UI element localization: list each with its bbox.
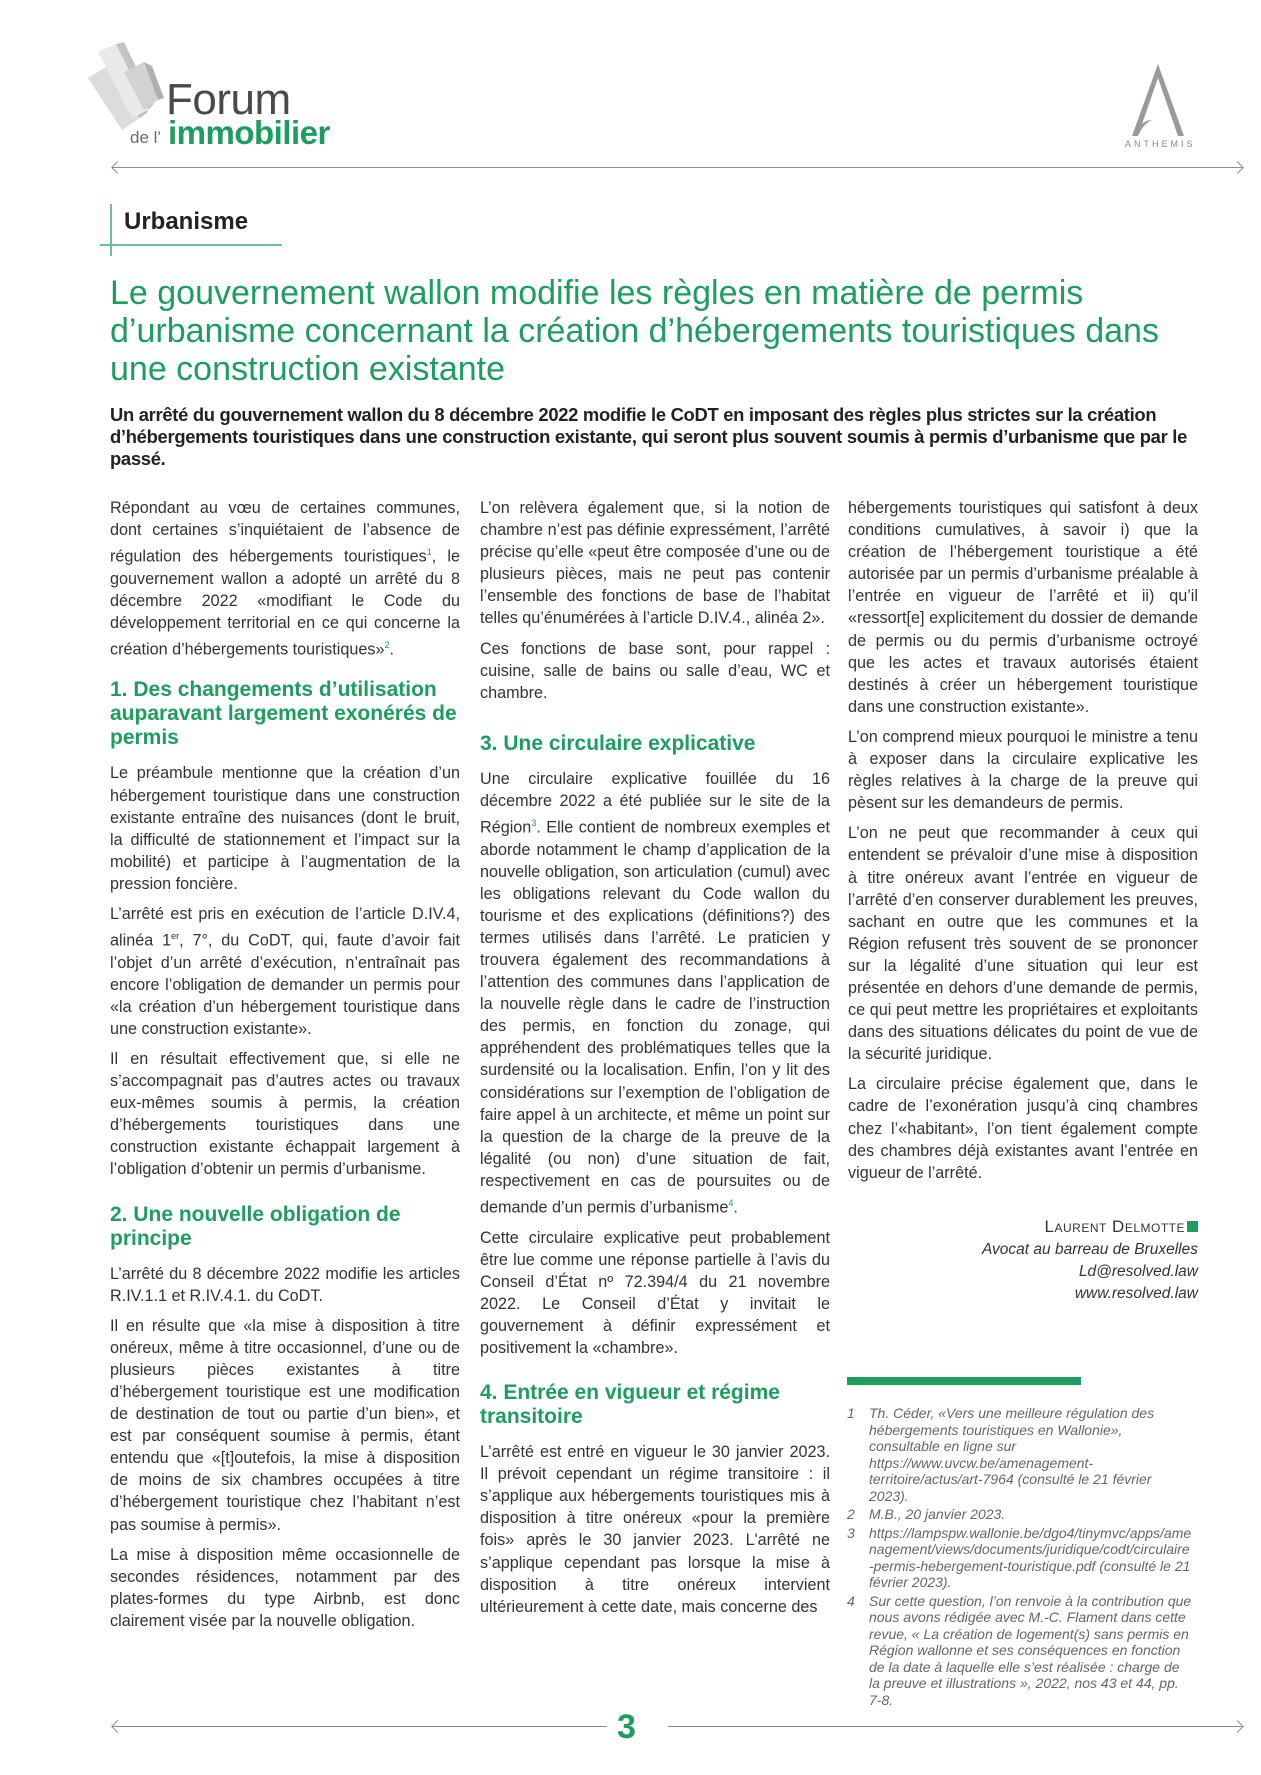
section-heading-2: 2. Une nouvelle obligation de principe [110,1202,401,1250]
footnote-ref[interactable]: 2 [384,639,390,650]
page-number: 3 [617,1708,636,1746]
article-title: Le gouvernement wallon modifie les règles en matière de permis d’urbanisme concernant la création d’hébergements touristiques dans une construction existante [110,274,1159,388]
arrow-right-icon [1231,1720,1244,1733]
paragraph: La circulaire précise également que, dans le cadre de l’exonération jusqu’à cinq chambres chez l’«habitant», l’on tient également compte des chambres déjà existantes avant l’entrée en vigueur de l’arrêté. [848,1075,1198,1182]
column-2 [480,497,830,1626]
footer-rule-right [668,1726,1242,1727]
footer-rule-left [112,1726,607,1727]
footnote-item: 4 Sur cette question, l’on renvoie à la contribution que nous avons rédigée avec M.-C. Flament dans cette revue, « La création de logement(s) sans permis en Région wallonne et ses conséquences en fonction de la date à laquelle elle s’est réalisée : charge de la preuve et illustrations », 2022, nos 43 et 44, pp. 7-8. [847,1592,1192,1708]
paragraph: L’on ne peut que recommander à ceux qui entendent se prévaloir d’une mise à disposition à titre onéreux avant l’entrée en vigueur de l’arrêté d’en conserver durablement les preuves, sachant en outre que les communes et la Région refusent très souvent de se prononcer sur la légalité d’une situation qui leur est présentée en dehors d’une demande de permis, ce qui peut mettre les propriétaires et exploitants dans des situations délicates du point de vue de la sécurité juridique. [848,824,1198,1064]
forum-logo-blocks-icon [78,38,168,138]
rubric-label: Urbanisme [124,208,249,235]
arrow-left-icon [111,1720,124,1733]
paragraph: Il en résulte que «la mise à disposition à titre onéreux, même à titre occasionnel, d’une ou de plusieurs pièces existantes à titre d’hébergement touristique est une modification de destination de tout ou partie d’un bien», et est par conséquent soumise à permis, étant entendu que «[t]outefois, la mise à disposition de moins de six chambres occupées à titre d’hébergement touristique chez l’habitant n’est pas soumise à permis». [110,1316,460,1534]
logo-forum-text: Forum [166,75,291,124]
section-heading-4: 4. Entrée en vigueur et régime transitoire [480,1381,780,1429]
logo-de-text: de l’ [130,128,162,147]
arrow-left-icon [111,161,124,174]
footnotes [847,1405,1192,1710]
column-1 [110,497,460,1640]
footnote-ref[interactable]: 3 [531,818,537,829]
footnote-item: 3 https://lampspw.wallonie.be/dgo4/tinymvc/apps/amenagement/views/documents/juridique/codt/circulaire-permis-hebergement-touristique.pdf (consulté le 21 février 2023). [847,1524,1192,1590]
paragraph: L’on comprend mieux pourquoi le ministre a tenu à exposer dans la circulaire explicative les règles relatives à la charge de la preuve qui pèsent sur les demandeurs de permis. [848,727,1198,813]
paragraph: Répondant au vœu de certaines communes, dont certaines s’inquiétaient de l’absence de régulation des hébergements touristiques$^1$, le gouvernement wallon a adopté un arrêté du 8 décembre 2022 «modifiant le Code du développement territorial en ce qui concerne la création d’hébergements touristiques»$^2$. [110,499,460,659]
footnote-separator [847,1377,1081,1385]
paragraph: L’arrêté est pris en exécution de l’article D.IV.4, alinéa 1er, 7°, du CoDT, qui, faute d’avoir fait l’objet d’un arrêté d’exécution, n’entraînait pas encore l’obligation de demander un permis pour «la création d’un hébergement touristique dans une construction existante». [110,905,460,1038]
footnote-ref[interactable]: 4 [728,1198,734,1209]
logo-immobilier-text: immobilier [168,114,330,151]
author-role: Avocat au barreau de Bruxelles [982,1240,1198,1258]
rubric-horizontal-line [100,244,282,246]
arrow-right-icon [1231,161,1244,174]
footnote-ref[interactable]: 1 [426,547,432,558]
paragraph: Cette circulaire explicative peut probablement être lue comme une réponse partielle à l’avis du Conseil d’État nº 72.394/4 du 21 novembre 2022. Le Conseil d’État y invitait le gouvernement à définir expressément et positivement la «chambre». [480,1228,830,1357]
paragraph: Ces fonctions de base sont, pour rappel : cuisine, salle de bains ou salle d’eau, WC et chambre. [480,639,830,702]
paragraph: L’arrêté est entré en vigueur le 30 janvier 2023. Il prévoit cependant un régime transitoire : il s’applique aux hébergements touristiques mis à disposition à titre onéreux «pour la première fois» après le 30 janvier 2023. L'arrêté ne s’applique cependant pas lorsque la mise à disposition à titre onéreux intervient ultérieurement à cette date, mais concerne des [480,1443,830,1616]
paragraph: Il en résultait effectivement que, si elle ne s’accompagnait pas d’autres actes ou travaux eux-mêmes soumis à permis, la création d’hébergements touristiques dans une construction existante échappait largement à l’obligation d’obtenir un permis d’urbanisme. [110,1049,460,1179]
section-heading-3: 3. Une circulaire explicative [480,731,756,755]
footnote-item: 1 Th. Céder, «Vers une meilleure régulation des hébergements touristiques en Wallonie», consultable en ligne sur https://www.uvcw.be/amenagement-territoire/actus/art-7964 (consulté le 21 février 2023). [847,1405,1155,1504]
header-rule [112,167,1242,168]
end-mark-icon [1187,1221,1198,1232]
paragraph: La mise à disposition même occasionnelle de secondes résidences, notamment par des plates-formes du type Airbnb, est donc clairement visée par la nouvelle obligation. [110,1545,460,1630]
paragraph: L’arrêté du 8 décembre 2022 modifie les articles R.IV.1.1 et R.IV.4.1. du CoDT. [110,1264,460,1305]
publisher-name: ANTHEMIS [1125,139,1196,149]
paragraph: L’on relèvera également que, si la notion de chambre n’est pas définie expressément, l’arrêté précise qu’elle «peut être composée d’une ou de plusieurs pièces, mais ne peut pas contenir l’ensemble des fonctions de base de l’habitat telles qu’énumérées à l’article D.IV.4., alinéa 2». [480,499,830,628]
paragraph: hébergements touristiques qui satisfont à deux conditions cumulatives, à savoir i) que la création de l’hébergement touristique a été autorisée par un permis d’urbanisme préalable à l’entrée en vigueur de l’arrêté et ii) qu’il «ressort[e] explicitement du dossier de demande de permis ou du permis d’urbanisme octroyé que les actes et travaux autorisés étaient destinés à créer un hébergement touristique dans une construction existante». [848,499,1198,716]
anthemis-logo-icon [1128,62,1188,138]
paragraph: Une circulaire explicative fouillée du 16 décembre 2022 a été publiée sur le site de la Région$^3$. Elle contient de nombreux exemples et aborde notamment le champ d’application de la nouvelle obligation, son articulation (cumul) avec les obligations relevant du Code wallon du tourisme et des explications (définitions?) des termes utilisés dans l’arrêté. Le praticien y trouvera également des recommandations à l’attention des communes dans l’application de la nouvelle règle dans le cadre de l’instruction des permis, en fonction du zonage, qui appréhendent des problématiques telles que la surdensité ou la localisation. Enfin, l’on y lit des considérations sur l’exemption de l’obligation de faire appel à un architecte, et même un point sur la question de la charge de la preuve de la légalité (ou non) d’une situation de fait, respectivement en cas de poursuites ou de demande d’un permis d’urbanisme$^4$. [480,769,830,1217]
rubric-vertical-line [110,204,112,256]
section-heading-1: 1. Des changements d’utilisation auparavant largement exonérés de permis [110,678,457,750]
footnote-item: 2 M.B., 20 janvier 2023. [847,1506,1006,1522]
author-website-link[interactable]: www.resolved.law [1074,1284,1198,1302]
article-lede: Un arrêté du gouvernement wallon du 8 décembre 2022 modifie le CoDT en imposant des règles plus strictes sur la création d’hébergements touristiques dans une construction existante, qui seront plus souvent soumis à permis d’urbanisme que par le passé. [110,404,1187,469]
author-block [848,1216,1198,1305]
paragraph: Le préambule mentionne que la création d’un hébergement touristique dans une construction existante entraîne des nuisances (dont le bruit, la difficulté de stationnement et l’impact sur la mobilité) et participe à l’augmentation de la pression foncière. [110,764,460,893]
author-email-link[interactable]: Ld@resolved.law [1078,1262,1198,1280]
column-3 [848,497,1198,1305]
author-name: Laurent Delmotte [1044,1216,1185,1236]
